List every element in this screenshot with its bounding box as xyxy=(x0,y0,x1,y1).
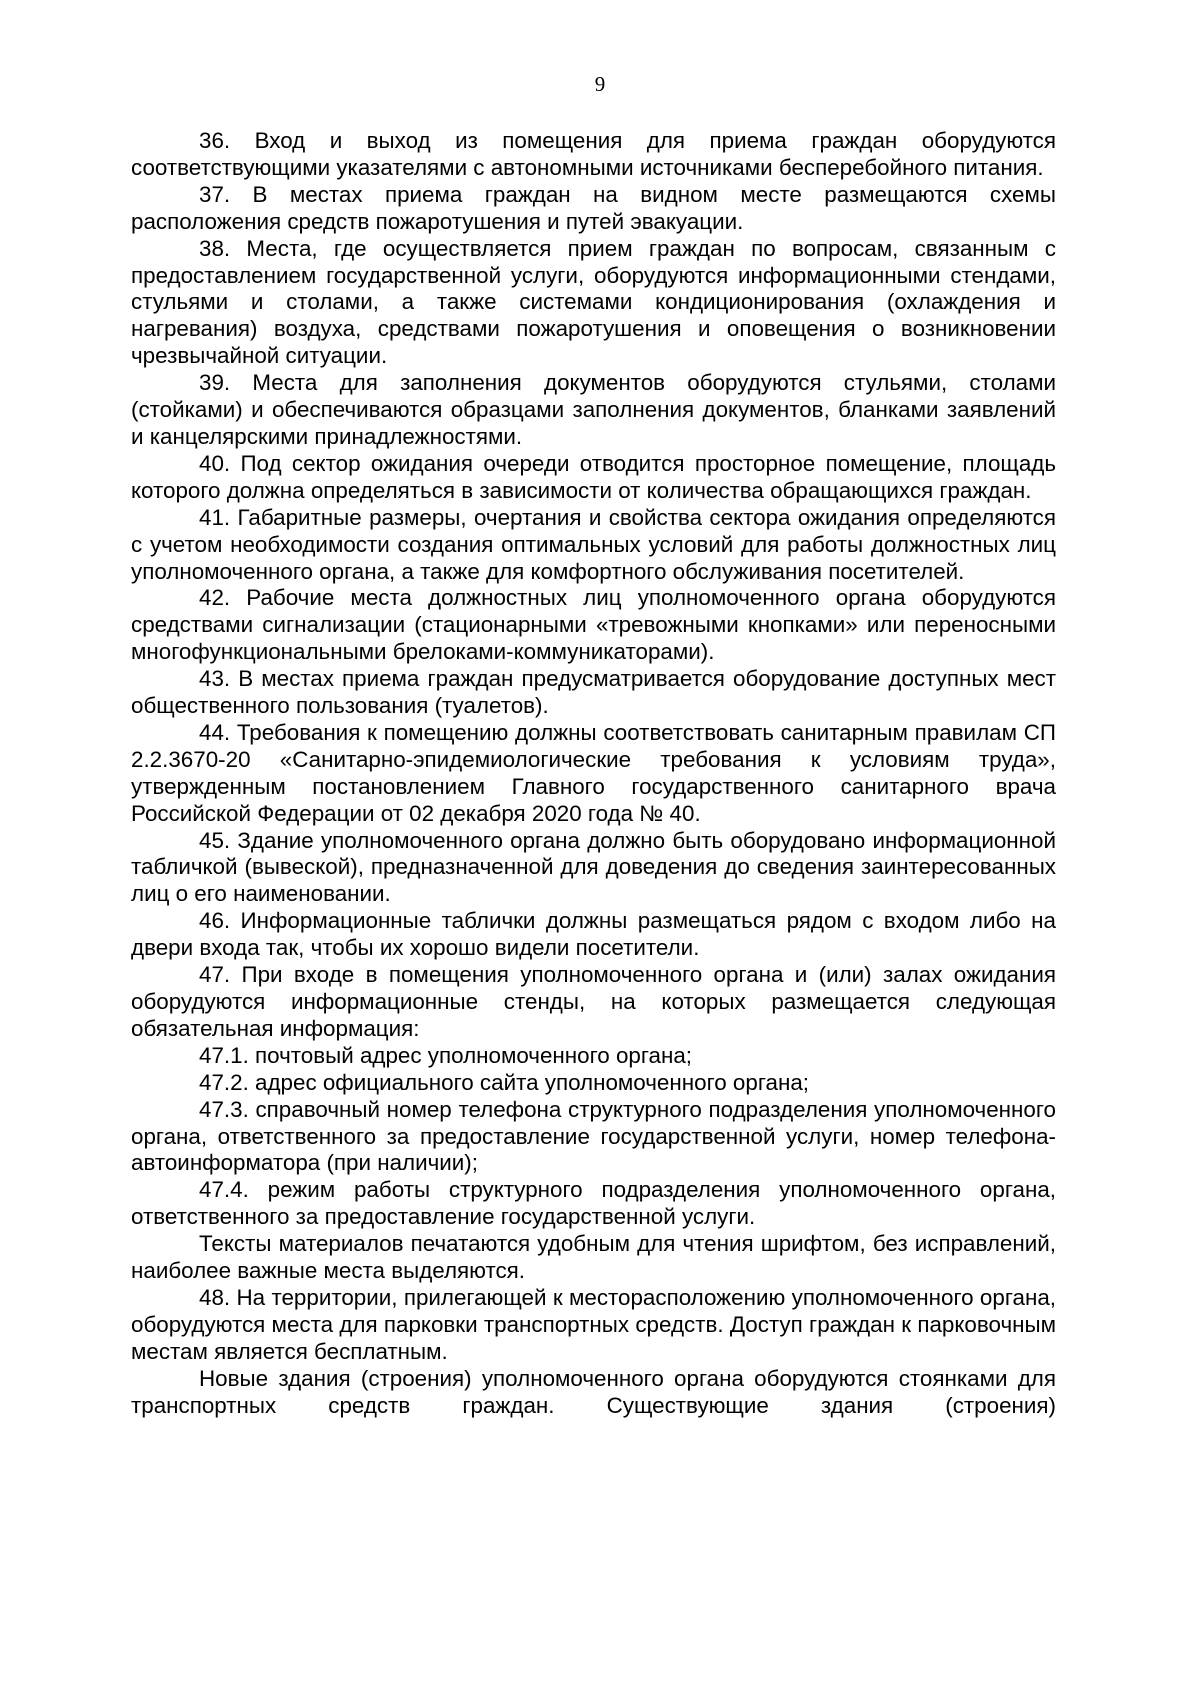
paragraph-43: 43. В местах приема граждан предусматривается оборудование доступных мест общественного пользования (туалетов). xyxy=(131,666,1056,719)
paragraph-texts-note: Тексты материалов печатаются удобным для чтения шрифтом, без исправлений, наиболее важные места выделяются. xyxy=(131,1231,1056,1284)
paragraph-48: 48. На территории, прилегающей к месторасположению уполномоченного органа, оборудуются места для парковки транспортных средств. Доступ граждан к парковочным местам является бесплатным. xyxy=(131,1284,1056,1364)
paragraph-47-2: 47.2. адрес официального сайта уполномоченного органа; xyxy=(199,1069,809,1095)
paragraph-42: 42. Рабочие места должностных лиц уполномоченного органа оборудуются средствами сигнализации (стационарными «тревожными кнопками» или переносными многофункциональными брелоками-коммуникаторами). xyxy=(131,585,1056,665)
paragraph-44: 44. Требования к помещению должны соответствовать санитарным правилам СП 2.2.3670-20 «Санитарно-эпидемиологические требования к условиям труда», утвержденным постановлением Главного государственного санитарного врача Российской Федерации от 02 декабря 2020 года № 40. xyxy=(131,719,1056,826)
paragraph-47-3: 47.3. справочный номер телефона структурного подразделения уполномоченного органа, ответственного за предоставление государственной услуги, номер телефона-автоинформатора (при наличии); xyxy=(131,1096,1056,1176)
paragraph-36: 36. Вход и выход из помещения для приема граждан оборудуются соответствующими указателями с автономными источниками бесперебойного питания. xyxy=(131,128,1056,180)
document-body xyxy=(131,128,1056,1420)
paragraph-38: 38. Места, где осуществляется прием граждан по вопросам, связанным с предоставлением государственной услуги, оборудуются информационными стендами, стульями и столами, а также системами кондиционирования (охлаждения и нагревания) воздуха, средствами пожаротушения и оповещения о возникновении чрезвычайной ситуации. xyxy=(131,235,1056,369)
paragraph-new-buildings: Новые здания (строения) уполномоченного органа оборудуются стоянками для транспортных средств граждан. Существующие здания (строения) xyxy=(131,1365,1056,1418)
paragraph-41: 41. Габаритные размеры, очертания и свойства сектора ожидания определяются с учетом необходимости создания оптимальных условий для работы должностных лиц уполномоченного органа, а также для комфортного обслуживания посетителей. xyxy=(131,504,1056,584)
paragraph-45: 45. Здание уполномоченного органа должно быть оборудовано информационной табличкой (вывеской), предназначенной для доведения до сведения заинтересованных лиц о его наименовании. xyxy=(131,827,1056,907)
paragraph-37: 37. В местах приема граждан на видном месте размещаются схемы расположения средств пожаротушения и путей эвакуации. xyxy=(131,181,1056,234)
paragraph-47: 47. При входе в помещения уполномоченного органа и (или) залах ожидания оборудуются информационные стенды, на которых размещается следующая обязательная информация: xyxy=(131,962,1056,1041)
paragraph-47-4: 47.4. режим работы структурного подразделения уполномоченного органа, ответственного за предоставление государственной услуги. xyxy=(131,1177,1056,1230)
paragraph-39: 39. Места для заполнения документов оборудуются стульями, столами (стойками) и обеспечиваются образцами заполнения документов, бланками заявлений и канцелярскими принадлежностями. xyxy=(131,370,1056,449)
paragraph-40: 40. Под сектор ожидания очереди отводится просторное помещение, площадь которого должна определяться в зависимости от количества обращающихся граждан. xyxy=(131,450,1056,503)
paragraph-46: 46. Информационные таблички должны размещаться рядом с входом либо на двери входа так, чтобы их хорошо видели посетители. xyxy=(131,908,1056,961)
paragraph-47-1: 47.1. почтовый адрес уполномоченного органа; xyxy=(199,1042,693,1068)
page-number: 9 xyxy=(594,72,606,96)
